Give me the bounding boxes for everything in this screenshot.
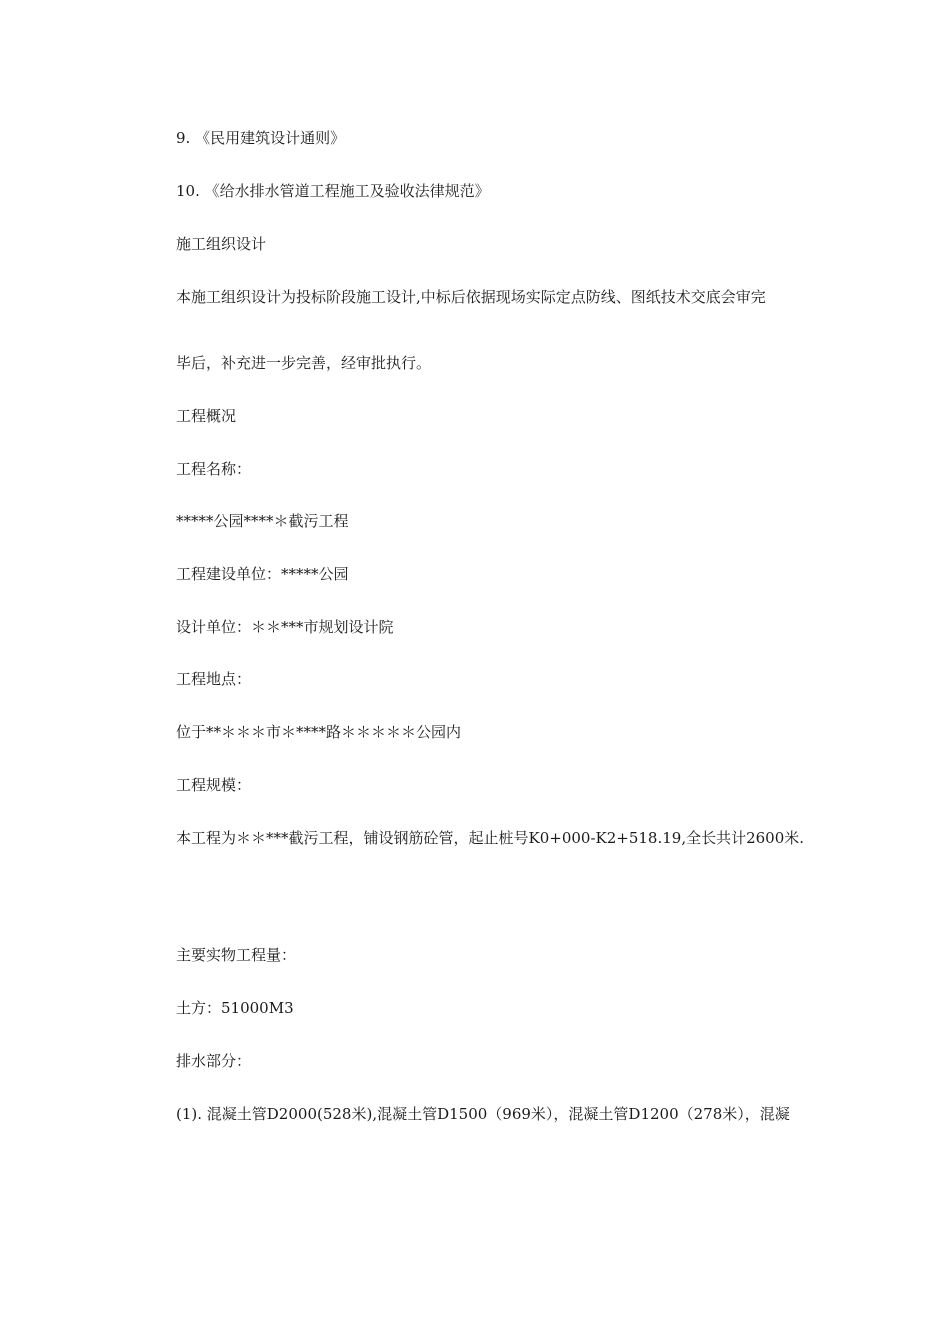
field-line: 工程建设单位：*****公园 bbox=[176, 565, 349, 583]
field-label: 工程规模： bbox=[176, 776, 252, 794]
section-heading: 施工组织设计 bbox=[176, 235, 267, 253]
field-line: 设计单位：＊＊***市规划设计院 bbox=[176, 618, 394, 636]
field-label: 主要实物工程量： bbox=[176, 946, 297, 964]
paragraph-line: 本施工组织设计为投标阶段施工设计,中标后依据现场实际定点防线、图纸技术交底会审完 bbox=[176, 288, 766, 306]
field-value: 位于**＊＊＊市＊****路＊＊＊＊＊公园内 bbox=[176, 723, 462, 741]
list-item: (1). 混凝土管D2000(528米),混凝土管D1500（969米），混凝土管D1200（278米），混凝 bbox=[176, 1105, 790, 1123]
paragraph-line: 本工程为＊＊***截污工程，铺设钢筋砼管，起止桩号K0+000-K2+518.19,全长共计2600米. bbox=[176, 829, 805, 847]
section-heading: 工程概况 bbox=[176, 407, 237, 425]
field-label: 工程名称： bbox=[176, 460, 252, 478]
paragraph-line: 毕后，补充进一步完善，经审批执行。 bbox=[176, 354, 432, 372]
field-label: 工程地点： bbox=[176, 670, 252, 688]
text-line: 10. 《给水排水管道工程施工及验收法律规范》 bbox=[176, 182, 490, 200]
field-line: 土方：51000M3 bbox=[176, 999, 294, 1017]
field-value: *****公园****＊截污工程 bbox=[176, 512, 349, 530]
text-line: 9. 《民用建筑设计通则》 bbox=[176, 129, 346, 147]
field-label: 排水部分： bbox=[176, 1052, 252, 1070]
